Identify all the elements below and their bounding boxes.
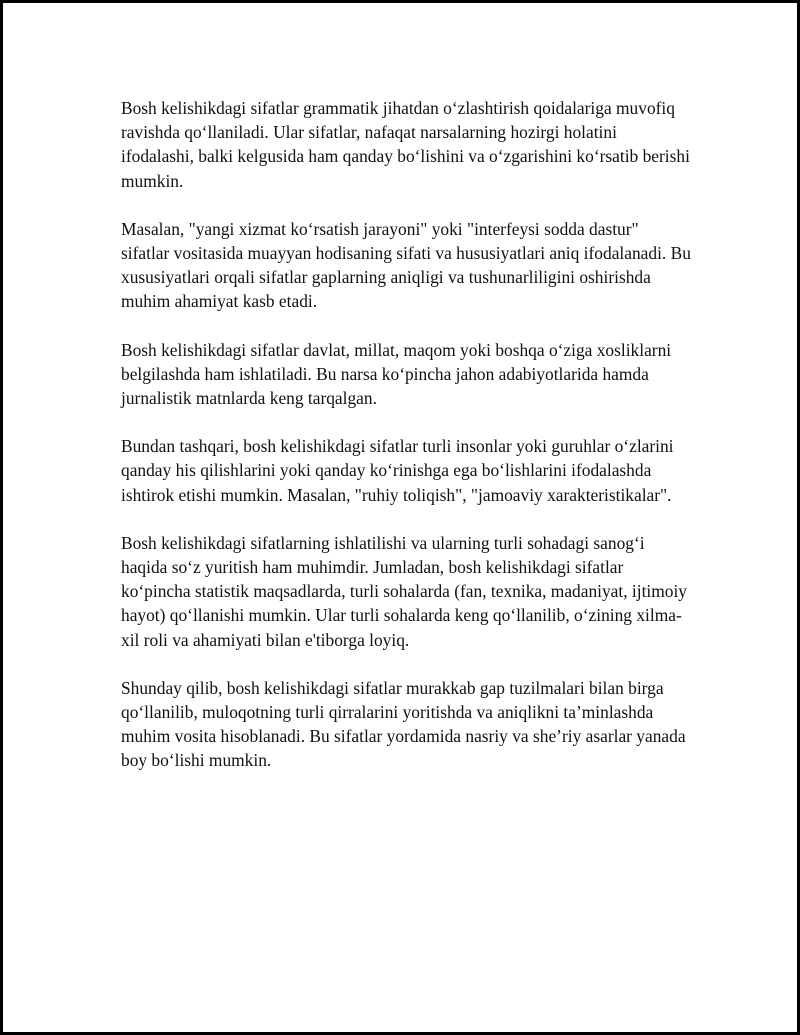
paragraph: Masalan, "yangi xizmat ko‘rsatish jarayoni" yoki "interfeysi sodda dastur" sifatlar vositasida muayyan hodisaning sifati va hususiyatlari aniq ifodalanadi. Bu xususiyatlari orqali sifatlar gaplarning aniqligi va tushunarliligini oshirishda muhim ahamiyat kasb etadi. xyxy=(121,218,691,312)
paragraph: Bosh kelishikdagi sifatlar davlat, millat, maqom yoki boshqa o‘ziga xosliklarni belgilashda ham ishlatiladi. Bu narsa ko‘pincha jahon adabiyotlarida hamda jurnalistik matnlarda keng tarqalgan. xyxy=(121,339,672,409)
paragraph: Bosh kelishikdagi sifatlar grammatik jihatdan o‘zlashtirish qoidalariga muvofiq ravishda qo‘llaniladi. Ular sifatlar, nafaqat narsalarning hozirgi holatini ifodalashi, balki kelgusida ham qanday bo‘lishini va o‘zgarishini ko‘rsatib berishi mumkin. xyxy=(121,98,690,191)
document-body xyxy=(121,96,691,797)
paragraph: Shunday qilib, bosh kelishikdagi sifatlar murakkab gap tuzilmalari bilan birga qo‘llanilib, muloqotning turli qirralarini yoritishda va aniqlikni ta’minlashda muhim vosita hisoblanadi. Bu sifatlar yordamida nasriy va she’riy asarlar yanada boy bo‘lishi mumkin. xyxy=(121,677,686,771)
paragraph: Bundan tashqari, bosh kelishikdagi sifatlar turli insonlar yoki guruhlar o‘zlarini qanday his qilishlarini yoki qanday ko‘rinishga ega bo‘lishlarini ifodalashda ishtirok etishi mumkin. Masalan, "ruhiy toliqish", "jamoaviy xarakteristikalar". xyxy=(121,436,674,505)
paragraph: Bosh kelishikdagi sifatlarning ishlatilishi va ularning turli sohadagi sanog‘i haqida so‘z yuritish ham muhimdir. Jumladan, bosh kelishikdagi sifatlar ko‘pincha statistik maqsadlarda, turli sohalarda (fan, texnika, madaniyat, ijtimoiy hayot) qo‘llanishi mumkin. Ular turli sohalarda keng qo‘llanilib, o‘zining xilma-xil roli va ahamiyati bilan e'tiborga loyiq. xyxy=(121,532,688,650)
